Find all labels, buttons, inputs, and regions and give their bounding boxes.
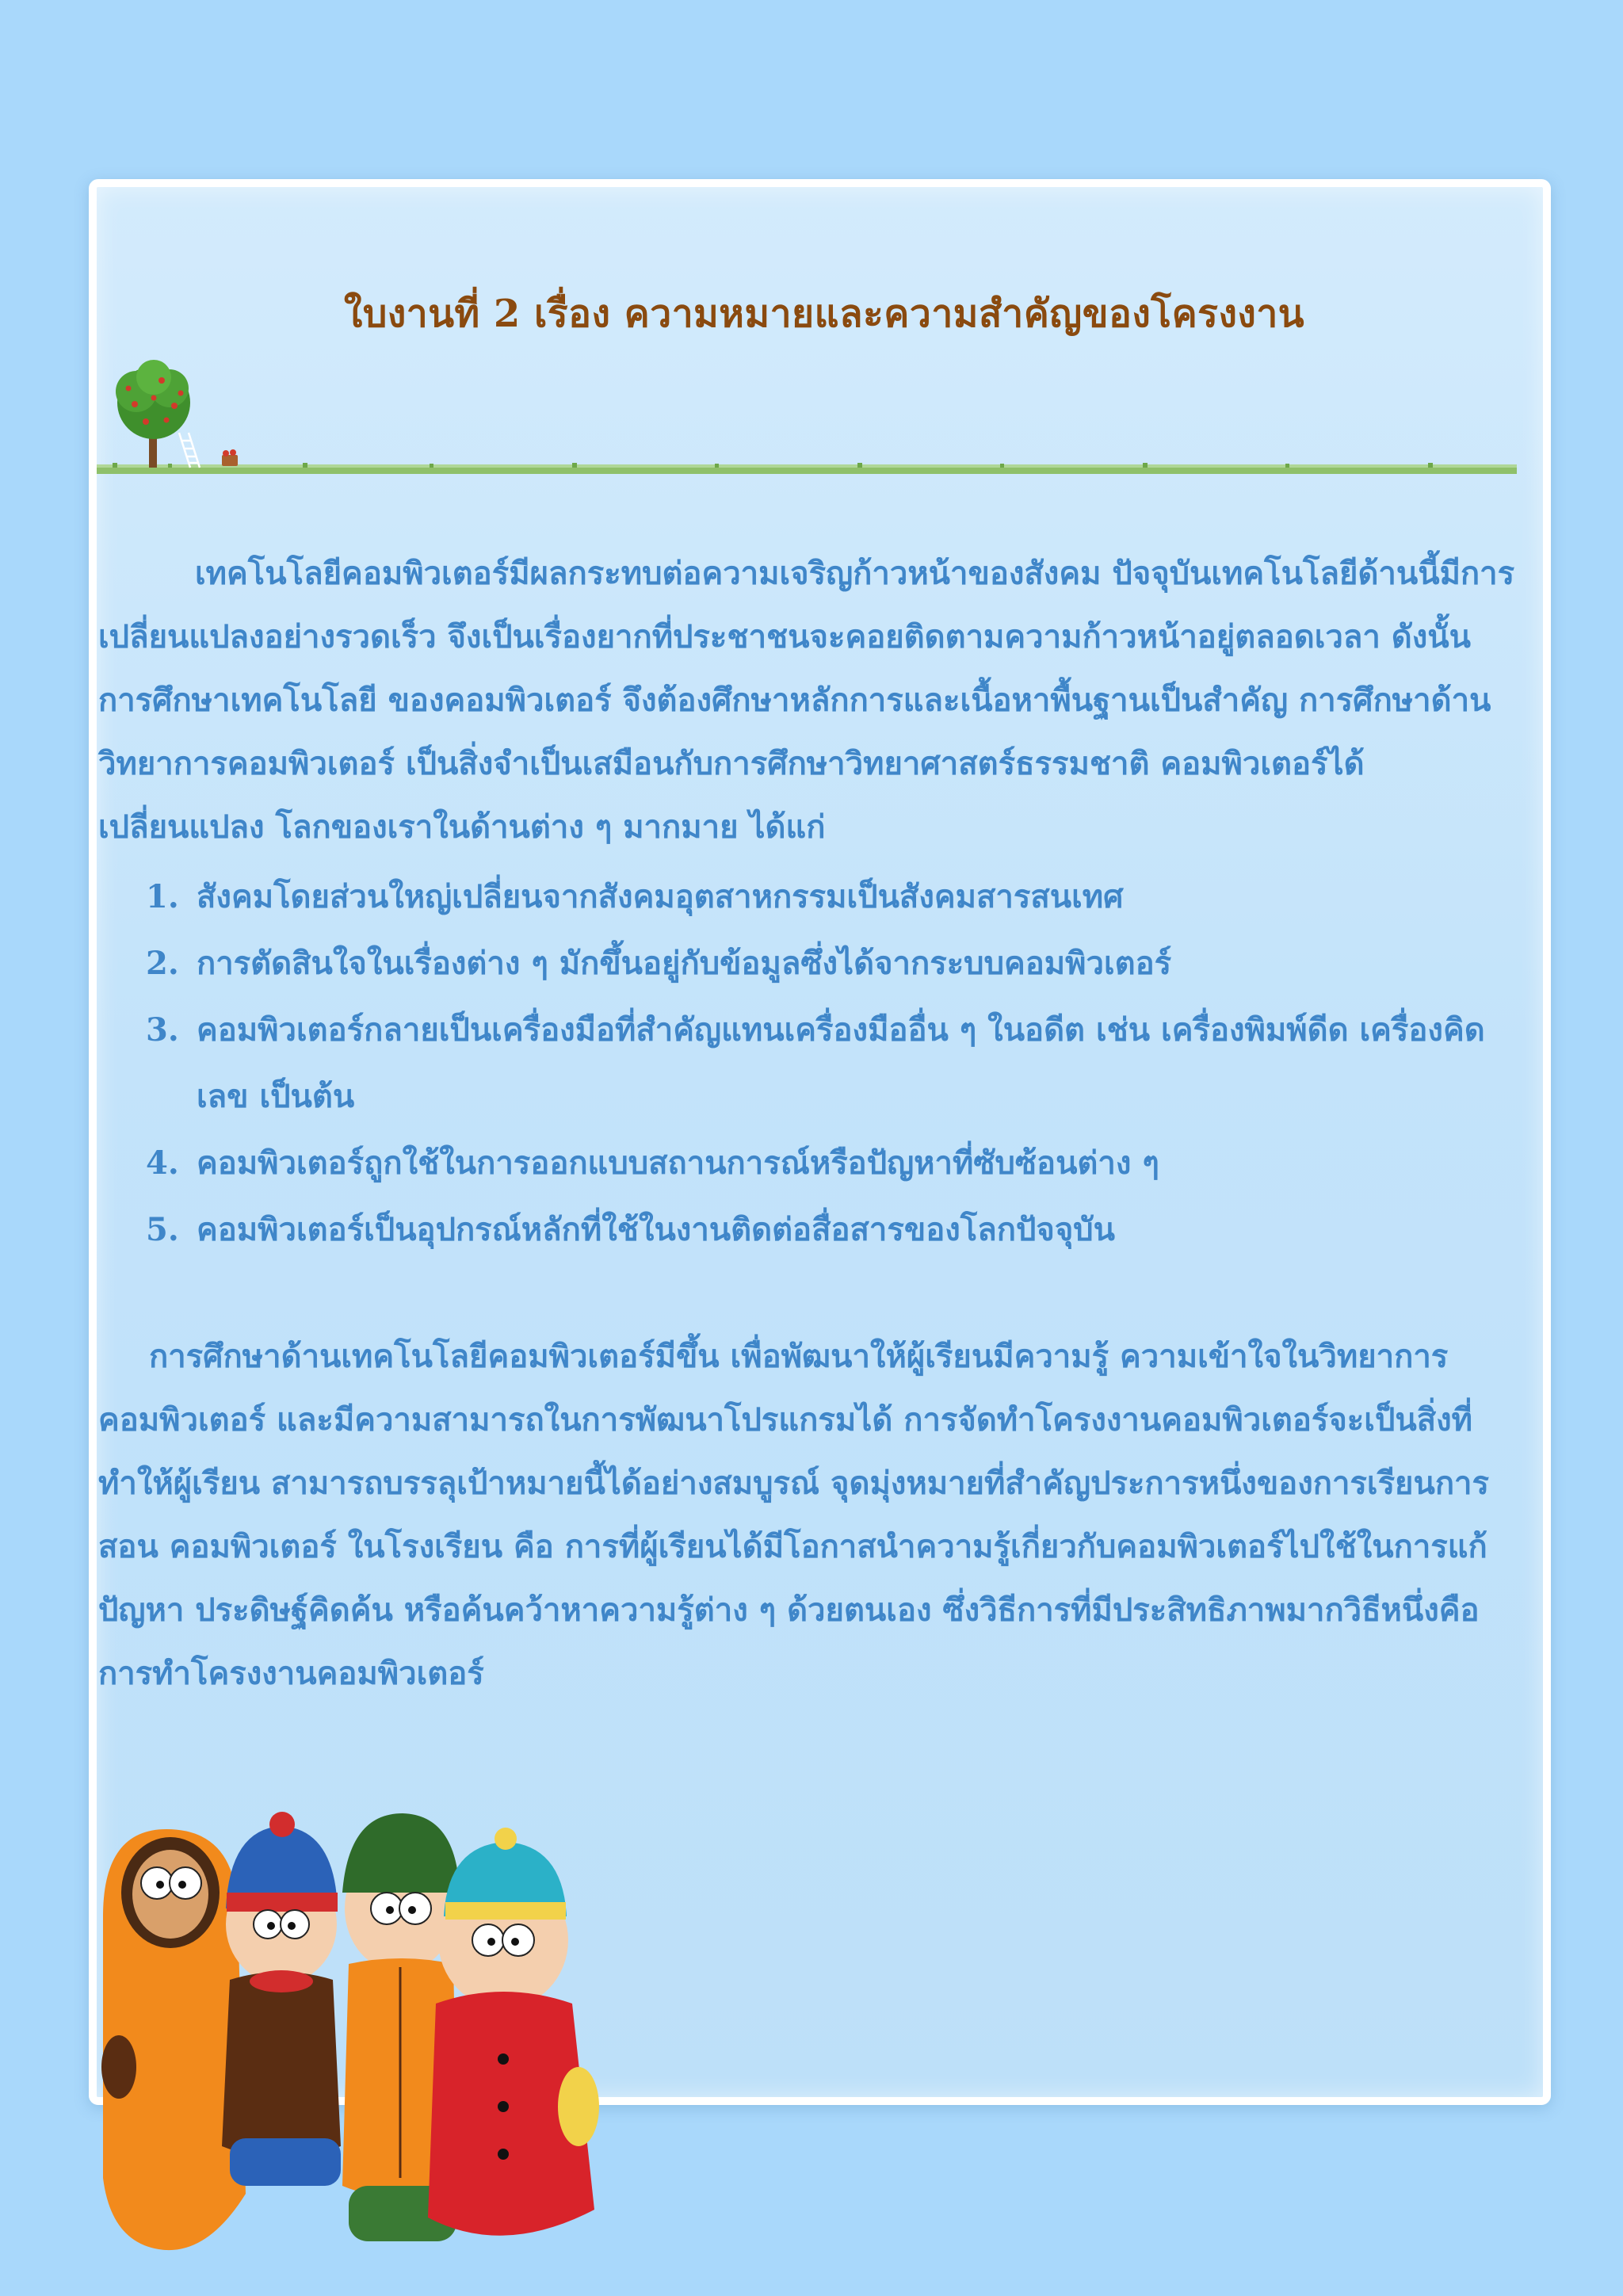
list-number: 1. [146,878,179,915]
plush-dolls-illustration [87,1797,634,2296]
list-item [98,1130,1525,1197]
list-text: คอมพิวเตอร์ถูกใช้ในการออกแบบสถานการณ์หรือปัญหาที่ซับซ้อนต่าง ๆ [197,1144,1159,1182]
tree-ground-decoration [97,357,1517,483]
list-text: คอมพิวเตอร์เป็นอุปกรณ์หลักที่ใช้ในงานติดต่อสื่อสารของโลกปัจจุบัน [197,1211,1115,1248]
list-text: สังคมโดยส่วนใหญ่เปลี่ยนจากสังคมอุตสาหกรรมเป็นสังคมสารสนเทศ [197,878,1124,915]
list-text: คอมพิวเตอร์กลายเป็นเครื่องมือที่สำคัญแทนเครื่องมืออื่น ๆ ในอดีต เช่น เครื่องพิมพ์ดีด เครื่องคิดเลข เป็นต้น [197,1011,1485,1115]
list-item [98,864,1525,930]
impact-list [98,864,1525,1263]
list-item [98,930,1525,997]
list-number: 3. [146,1011,179,1049]
red-jacket-doll [428,1828,599,2236]
list-item [98,1197,1525,1263]
worksheet-title: ใบงานที่ 2 เรื่อง ความหมายและความสำคัญของโครงงาน [343,292,1305,336]
closing-paragraph: การศึกษาด้านเทคโนโลยีคอมพิวเตอร์มีขึ้น เพื่อพัฒนาให้ผู้เรียนมีความรู้ ความเข้าใจในวิทยาการ คอมพิวเตอร์ และมีความสามารถในการพัฒนาโปรแกรมได้ การจัดทำโครงงานคอมพิวเตอร์จะเป็นสิ่งที่ทำให้ผู้เรียน สามารถบรรลุเป้าหมายนี้ได้อย่างสมบูรณ์ จุดมุ่งหมายที่สำคัญประการหนึ่งของการเรียนการสอน คอมพิวเตอร์ ในโรงเรียน คือ การที่ผู้เรียนได้มีโอกาสนำความรู้เกี่ยวกับคอมพิวเตอร์ไปใช้ในการแก้ปัญหา ประดิษฐ์คิดค้น หรือค้นคว้าหาความรู้ต่าง ๆ ด้วยตนเอง ซึ่งวิธีการที่มีประสิทธิภาพมากวิธีหนึ่งคือการทำโครงงานคอมพิวเตอร์ [98,1338,1489,1692]
list-number: 5. [146,1211,179,1248]
intro-paragraph: เทคโนโลยีคอมพิวเตอร์มีผลกระทบต่อความเจริญก้าวหน้าของสังคม ปัจจุบันเทคโนโลยีด้านนี้มีการ เปลี่ยนแปลงอย่างรวดเร็ว จึงเป็นเรื่องยากที่ประชาชนจะคอยติดตามความก้าวหน้าอยู่ตลอดเวลา ดังนั้นการศึกษาเทคโนโลยี ของคอมพิวเตอร์ จึงต้องศึกษาหลักการและเนื้อหาพื้นฐานเป็นสำคัญ การศึกษาด้านวิทยาการคอมพิวเตอร์ เป็นสิ่งจำเป็นเสมือนกับการศึกษาวิทยาศาสตร์ธรรมชาติ คอมพิวเตอร์ได้เปลี่ยนแปลง โลกของเราในด้านต่าง ๆ มากมาย ได้แก่ [98,555,1515,846]
list-item [98,997,1525,1130]
blue-hat-doll [222,1812,341,2186]
list-number: 4. [146,1144,179,1182]
list-number: 2. [146,945,179,982]
orange-hood-doll [101,1829,246,2250]
list-text: การตัดสินใจในเรื่องต่าง ๆ มักขึ้นอยู่กับข้อมูลซึ่งได้จากระบบคอมพิวเตอร์ [197,945,1172,982]
